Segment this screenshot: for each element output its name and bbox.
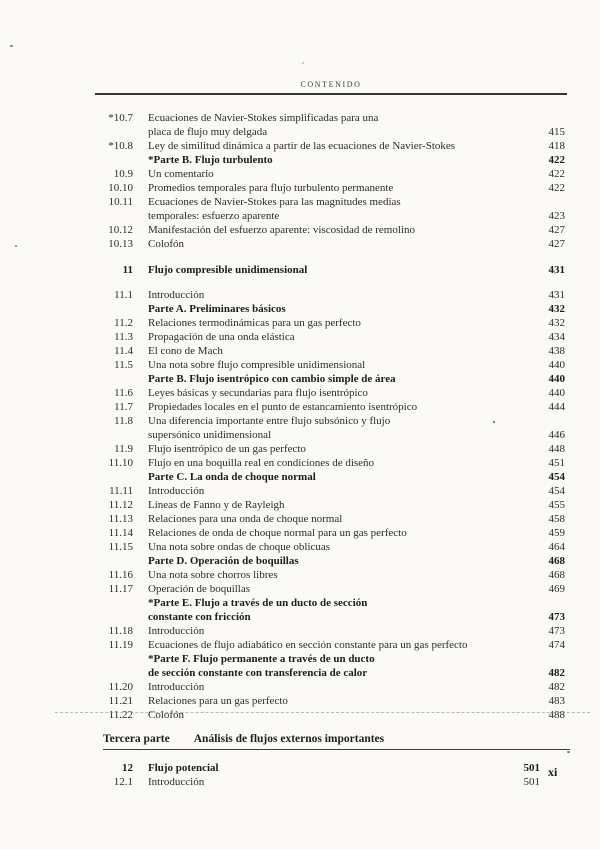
toc-row-title: Ecuaciones de Navier-Stokes para las magnitudes medias <box>148 196 401 208</box>
toc-row <box>95 624 565 638</box>
toc-row-number: 11 <box>122 264 133 276</box>
toc-row-page: 431 <box>548 264 565 276</box>
toc-row <box>95 358 565 372</box>
toc-row-page: 464 <box>548 541 565 553</box>
running-head <box>95 80 567 95</box>
toc-row-title: *Parte B. Flujo turbulento <box>148 154 273 166</box>
toc-row <box>95 237 565 251</box>
toc-row-title: Parte A. Preliminares básicos <box>148 303 286 315</box>
toc-row-number: 12.1 <box>113 776 133 788</box>
toc-row <box>95 344 565 358</box>
toc-row-title: Operación de boquillas <box>148 583 251 595</box>
toc-row <box>95 596 565 610</box>
toc-row-title: Un comentario <box>148 168 214 180</box>
toc-row-number: 11.14 <box>108 527 133 539</box>
toc-row <box>95 386 565 400</box>
toc-row <box>95 512 565 526</box>
toc-row <box>95 195 565 209</box>
toc-row-title: Relaciones termodinámicas para un gas perfecto <box>148 317 361 329</box>
toc-row-page: 473 <box>548 625 565 637</box>
toc-row-title: Una diferencia importante entre flujo subsónico y flujo <box>148 415 391 427</box>
toc-row-number: *10.7 <box>108 112 133 124</box>
toc-row-page: 454 <box>548 485 565 497</box>
toc-row-title: Parte B. Flujo isentrópico con cambio simple de área <box>148 373 396 385</box>
toc-row-title: constante con fricción <box>148 611 251 623</box>
scan-speck <box>302 62 304 64</box>
toc-row-page: 427 <box>548 224 565 236</box>
toc-row <box>95 167 565 181</box>
toc-row-number: 11.4 <box>114 345 133 357</box>
toc-row <box>95 288 565 302</box>
toc-row <box>95 554 565 568</box>
toc-row-page: 427 <box>548 238 565 250</box>
toc-row-page: 468 <box>548 555 565 567</box>
toc-row-title: Una nota sobre chorros libres <box>148 569 278 581</box>
toc-row-title: Introducción <box>148 289 205 301</box>
toc-row-title: *Parte E. Flujo a través de un ducto de sección <box>148 597 368 609</box>
scan-speck <box>493 421 495 423</box>
toc-row-number: 11.21 <box>108 695 133 707</box>
toc-row <box>95 582 565 596</box>
toc-row <box>95 638 565 652</box>
toc-row-title: Manifestación del esfuerzo aparente: viscosidad de remolino <box>148 224 415 236</box>
toc-row-number: 11.17 <box>108 583 133 595</box>
toc-row <box>95 302 565 316</box>
toc-row-title: de sección constante con transferencia de calor <box>148 667 368 679</box>
toc-row-page: 446 <box>548 429 565 441</box>
toc-row-page: 422 <box>548 168 565 180</box>
toc-row-number: 11.9 <box>114 443 133 455</box>
toc-row-number: 10.9 <box>113 168 133 180</box>
toc-row-title: supersónico unidimensional <box>148 429 272 441</box>
toc-row-number: 11.1 <box>114 289 133 301</box>
toc-row <box>95 125 565 139</box>
toc-row <box>95 484 565 498</box>
toc-row-title: Líneas de Fanno y de Rayleigh <box>148 499 285 511</box>
toc-row-title: Parte D. Operación de boquillas <box>148 555 299 567</box>
toc-row <box>95 263 565 277</box>
toc-row-page: 438 <box>548 345 565 357</box>
toc-row-title: Relaciones para una onda de choque normal <box>148 513 343 525</box>
page-folio: xi <box>548 765 558 779</box>
part-heading-title: Análisis de flujos externos importantes <box>193 733 385 745</box>
toc-row-title: Colofón <box>148 709 185 721</box>
toc-row-page: 448 <box>548 443 565 455</box>
toc-row-number: 11.22 <box>108 709 133 721</box>
toc-row-page: 432 <box>548 303 565 315</box>
toc-row-page: 434 <box>548 331 565 343</box>
scan-crease-line <box>55 712 590 713</box>
toc-row-title: Propiedades locales en el punto de estancamiento isentrópico <box>148 401 418 413</box>
toc-row <box>95 694 565 708</box>
toc-row-page: 482 <box>548 681 565 693</box>
toc-row <box>95 568 565 582</box>
toc-row-number: 10.13 <box>108 238 133 250</box>
toc-row <box>95 775 540 789</box>
toc-row-number: 11.19 <box>108 639 133 651</box>
toc-row <box>95 372 565 386</box>
toc-row-number: 11.7 <box>114 401 133 413</box>
toc-row <box>95 708 565 722</box>
toc-row-title: Flujo potencial <box>148 762 219 774</box>
toc-row <box>95 181 565 195</box>
toc-row-title: Ecuaciones de Navier-Stokes simplificadas para una <box>148 112 379 124</box>
toc-row-number: 11.8 <box>114 415 133 427</box>
toc-row-number: 11.20 <box>108 681 133 693</box>
toc-row-title: Relaciones de onda de choque normal para un gas perfecto <box>148 527 407 539</box>
toc-row <box>95 526 565 540</box>
toc-row-number: 11.13 <box>108 513 133 525</box>
toc-row-page: 468 <box>548 569 565 581</box>
toc-row-page: 455 <box>548 499 565 511</box>
toc-row <box>95 223 565 237</box>
toc-row-page: 431 <box>548 289 565 301</box>
toc-row-number: 11.10 <box>108 457 133 469</box>
toc-row-page: 423 <box>548 210 565 222</box>
toc-row-page: 488 <box>548 709 565 721</box>
toc-row-number: 11.16 <box>108 569 133 581</box>
toc-row-page: 469 <box>548 583 565 595</box>
toc-row-page: 415 <box>548 126 565 138</box>
toc-row-number: 11.3 <box>114 331 133 343</box>
toc-row-number: 11.5 <box>114 359 133 371</box>
toc-row-page: 440 <box>548 373 565 385</box>
toc-row <box>95 428 565 442</box>
toc-row-number: 11.12 <box>108 499 133 511</box>
part-heading <box>103 733 570 750</box>
toc-row-title: Flujo en una boquilla real en condiciones de diseño <box>148 457 375 469</box>
table-of-contents-footer <box>95 761 540 789</box>
toc-row-title: Leyes básicas y secundarias para flujo isentrópico <box>148 387 368 399</box>
toc-row-page: 422 <box>548 154 565 166</box>
toc-row-title: Flujo compresible unidimensional <box>148 264 308 276</box>
toc-row <box>95 498 565 512</box>
toc-row <box>95 400 565 414</box>
toc-row <box>95 139 565 153</box>
table-of-contents <box>95 111 565 722</box>
toc-row <box>95 316 565 330</box>
toc-row-title: Una nota sobre flujo compresible unidimensional <box>148 359 366 371</box>
toc-row-title: Una nota sobre ondas de choque oblicuas <box>148 541 331 553</box>
scan-speck <box>567 751 570 753</box>
toc-row <box>95 209 565 223</box>
toc-row <box>95 540 565 554</box>
toc-row-title: Propagación de una onda elástica <box>148 331 295 343</box>
toc-row-page: 418 <box>548 140 565 152</box>
toc-row-page: 458 <box>548 513 565 525</box>
toc-row-number: *10.8 <box>108 140 133 152</box>
toc-row <box>95 111 565 125</box>
toc-row-title: Colofón <box>148 238 185 250</box>
toc-row-number: 11.15 <box>108 541 133 553</box>
toc-row <box>95 456 565 470</box>
toc-row-page: 473 <box>548 611 565 623</box>
toc-row-page: 440 <box>548 359 565 371</box>
toc-row-page: 432 <box>548 317 565 329</box>
toc-row-number: 10.10 <box>108 182 133 194</box>
toc-row-page: 482 <box>548 667 565 679</box>
toc-row-title: Introducción <box>148 681 205 693</box>
toc-row-page: 501 <box>523 762 540 774</box>
toc-row-page: 459 <box>548 527 565 539</box>
toc-row-page: 501 <box>523 776 540 788</box>
toc-row-number: 11.11 <box>109 485 133 497</box>
toc-row-page: 483 <box>548 695 565 707</box>
toc-row-title: Parte C. La onda de choque normal <box>148 471 316 483</box>
toc-row-title: El cono de Mach <box>148 345 223 357</box>
toc-row-title: Flujo isentrópico de un gas perfecto <box>148 443 306 455</box>
running-head-text: CONTENIDO <box>300 80 362 89</box>
toc-row-number: 11.6 <box>114 387 133 399</box>
toc-row <box>95 666 565 680</box>
toc-row-title: Introducción <box>148 485 205 497</box>
toc-row <box>95 610 565 624</box>
toc-row-number: 10.11 <box>108 196 133 208</box>
toc-row-number: 11.18 <box>108 625 133 637</box>
toc-row-title: Introducción <box>148 625 205 637</box>
toc-row-title: Promedios temporales para flujo turbulento permanente <box>148 182 394 194</box>
part-heading-label: Tercera parte <box>103 733 170 745</box>
toc-row-title: Relaciones para un gas perfecto <box>148 695 288 707</box>
scan-speck <box>15 245 17 247</box>
toc-row-title: placa de flujo muy delgada <box>148 126 268 138</box>
toc-row-title: temporales: esfuerzo aparente <box>148 210 280 222</box>
toc-row <box>95 330 565 344</box>
toc-row-number: 12 <box>122 762 133 774</box>
toc-row-page: 444 <box>548 401 565 413</box>
toc-row <box>95 761 540 775</box>
toc-row-page: 440 <box>548 387 565 399</box>
toc-row-page: 474 <box>548 639 565 651</box>
toc-row-page: 451 <box>548 457 565 469</box>
toc-row-title: Introducción <box>148 776 205 788</box>
toc-row <box>95 442 565 456</box>
toc-row <box>95 652 565 666</box>
toc-row <box>95 470 565 484</box>
toc-row-number: 10.12 <box>108 224 133 236</box>
toc-row-title: Ecuaciones de flujo adiabático en sección constante para un gas perfecto <box>148 639 468 651</box>
toc-row-page: 454 <box>548 471 565 483</box>
toc-row <box>95 680 565 694</box>
toc-row-title: *Parte F. Flujo permanente a través de un ducto <box>148 653 375 665</box>
toc-row-number: 11.2 <box>114 317 133 329</box>
toc-row-page: 422 <box>548 182 565 194</box>
toc-row <box>95 153 565 167</box>
scan-speck <box>10 45 13 47</box>
toc-row-title: Ley de similitud dinámica a partir de las ecuaciones de Navier-Stokes <box>148 140 456 152</box>
